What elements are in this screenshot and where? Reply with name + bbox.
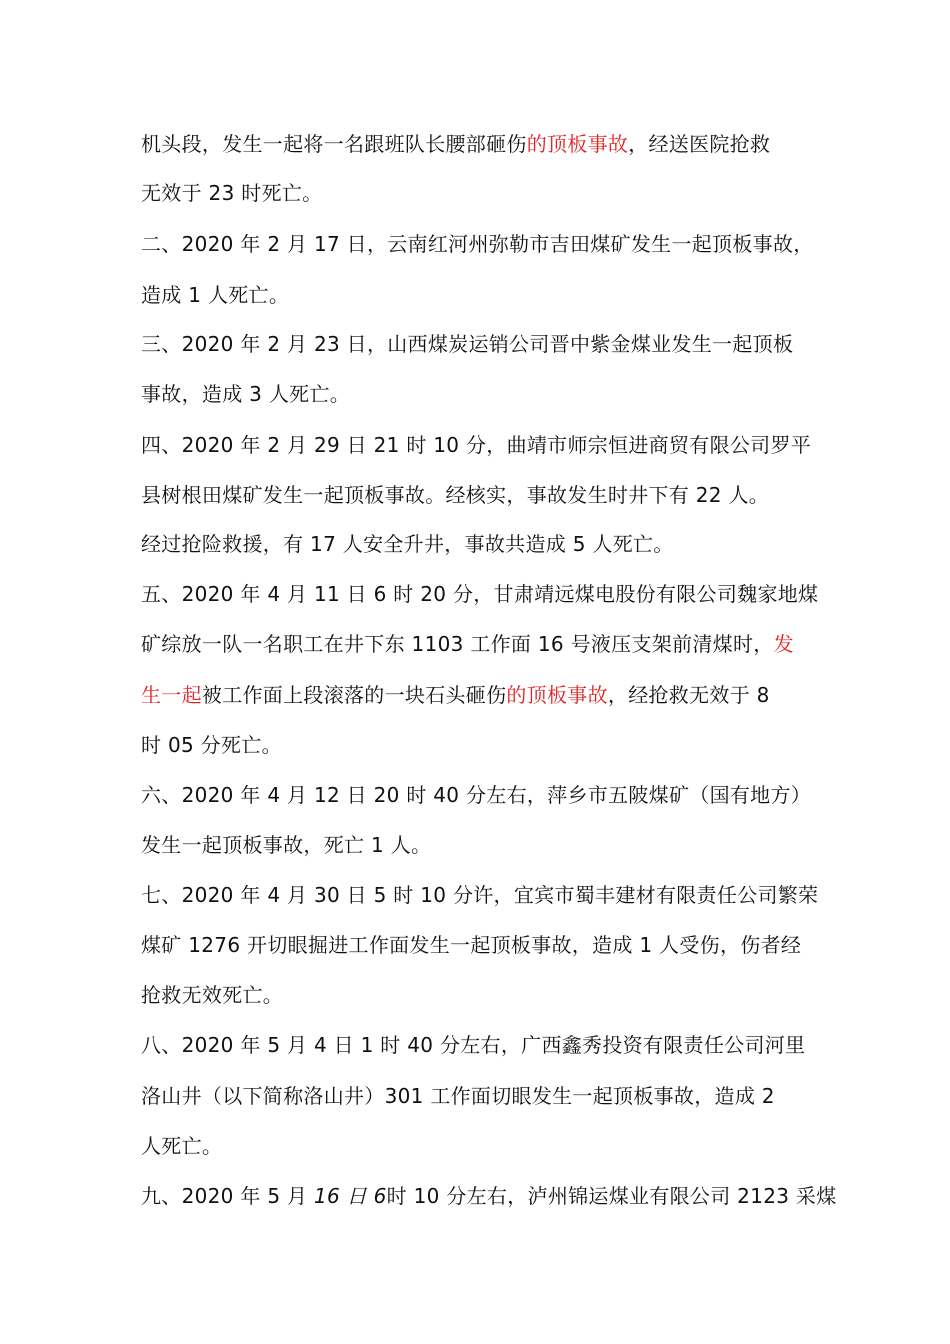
text-line [141,781,831,809]
highlighted-text: 的顶板事故 [526,132,629,156]
text-line [141,230,831,258]
text-line [141,630,831,658]
text-line [141,931,831,959]
text-line [141,481,831,509]
text-segment: 抢救无效死亡。 [141,983,284,1007]
text-line [141,179,831,207]
text-segment: 三、2020 年 2 月 23 日，山西煤炭运销公司晋中紫金煤业发生一起顶板 [141,332,794,356]
text-line [141,1031,831,1059]
text-segment: 造成 1 人死亡。 [141,283,290,307]
text-segment: 经过抢险救援，有 17 人安全升井，事故共造成 5 人死亡。 [141,532,674,556]
text-segment: 二、2020 年 2 月 17 日，云南红河州弥勒市吉田煤矿发生一起顶板事故， [141,232,814,256]
text-segment: 人死亡。 [141,1134,223,1158]
text-segment: 四、2020 年 2 月 29 日 21 时 10 分，曲靖市师宗恒进商贸有限公司罗平 [141,433,812,457]
text-line [141,981,831,1009]
text-line [141,580,831,608]
text-segment: 时 10 分左右，泸州锦运煤业有限公司 2123 采煤 [386,1184,837,1208]
text-line [141,881,831,909]
text-line [141,380,831,408]
text-line [141,330,831,358]
text-line [141,130,831,158]
text-segment: 发生一起顶板事故，死亡 1 人。 [141,833,432,857]
text-segment: ，经抢救无效于 8 [607,683,770,707]
text-segment: 五、2020 年 4 月 11 日 6 时 20 分，甘肃靖远煤电股份有限公司魏家地煤 [141,582,819,606]
text-line [141,831,831,859]
text-segment: 县树根田煤矿发生一起顶板事故。经核实，事故发生时井下有 22 人。 [141,483,770,507]
text-line [141,281,831,309]
text-segment: 六、2020 年 4 月 12 日 20 时 40 分左右，萍乡市五陂煤矿（国有地方） [141,783,812,807]
text-line [141,1132,831,1160]
text-segment: 无效于 23 时死亡。 [141,181,323,205]
text-segment: 16 日 6 [313,1184,387,1208]
text-segment: 煤矿 1276 开切眼掘进工作面发生一起顶板事故，造成 1 人受伤，伤者经 [141,933,802,957]
highlighted-text: 生一起 [141,683,202,707]
text-line [141,731,831,759]
text-segment: ，经送医院抢救 [628,132,771,156]
text-line [141,530,831,558]
text-segment: 矿综放一队一名职工在井下东 1103 工作面 16 号液压支架前清煤时， [141,632,774,656]
text-segment: 事故，造成 3 人死亡。 [141,382,351,406]
text-segment: 被工作面上段滚落的一块石头砸伤 [201,683,507,707]
text-line [141,681,831,709]
text-segment: 九、2020 年 5 月 [141,1184,314,1208]
text-segment: 洛山井（以下简称洛山井）301 工作面切眼发生一起顶板事故，造成 2 [141,1084,775,1108]
highlighted-text: 的顶板事故 [506,683,608,707]
text-segment: 时 05 分死亡。 [141,733,282,757]
text-line [141,1082,831,1110]
text-segment: 机头段，发生一起将一名跟班队长腰部砸伤 [141,132,527,156]
text-segment: 七、2020 年 4 月 30 日 5 时 10 分许，宜宾市蜀丰建材有限责任公司繁荣 [141,883,819,907]
text-line [141,1182,837,1210]
text-line [141,431,831,459]
text-segment: 八、2020 年 5 月 4 日 1 时 40 分左右，广西鑫秀投资有限责任公司河里 [141,1033,806,1057]
highlighted-text: 发 [773,632,794,656]
